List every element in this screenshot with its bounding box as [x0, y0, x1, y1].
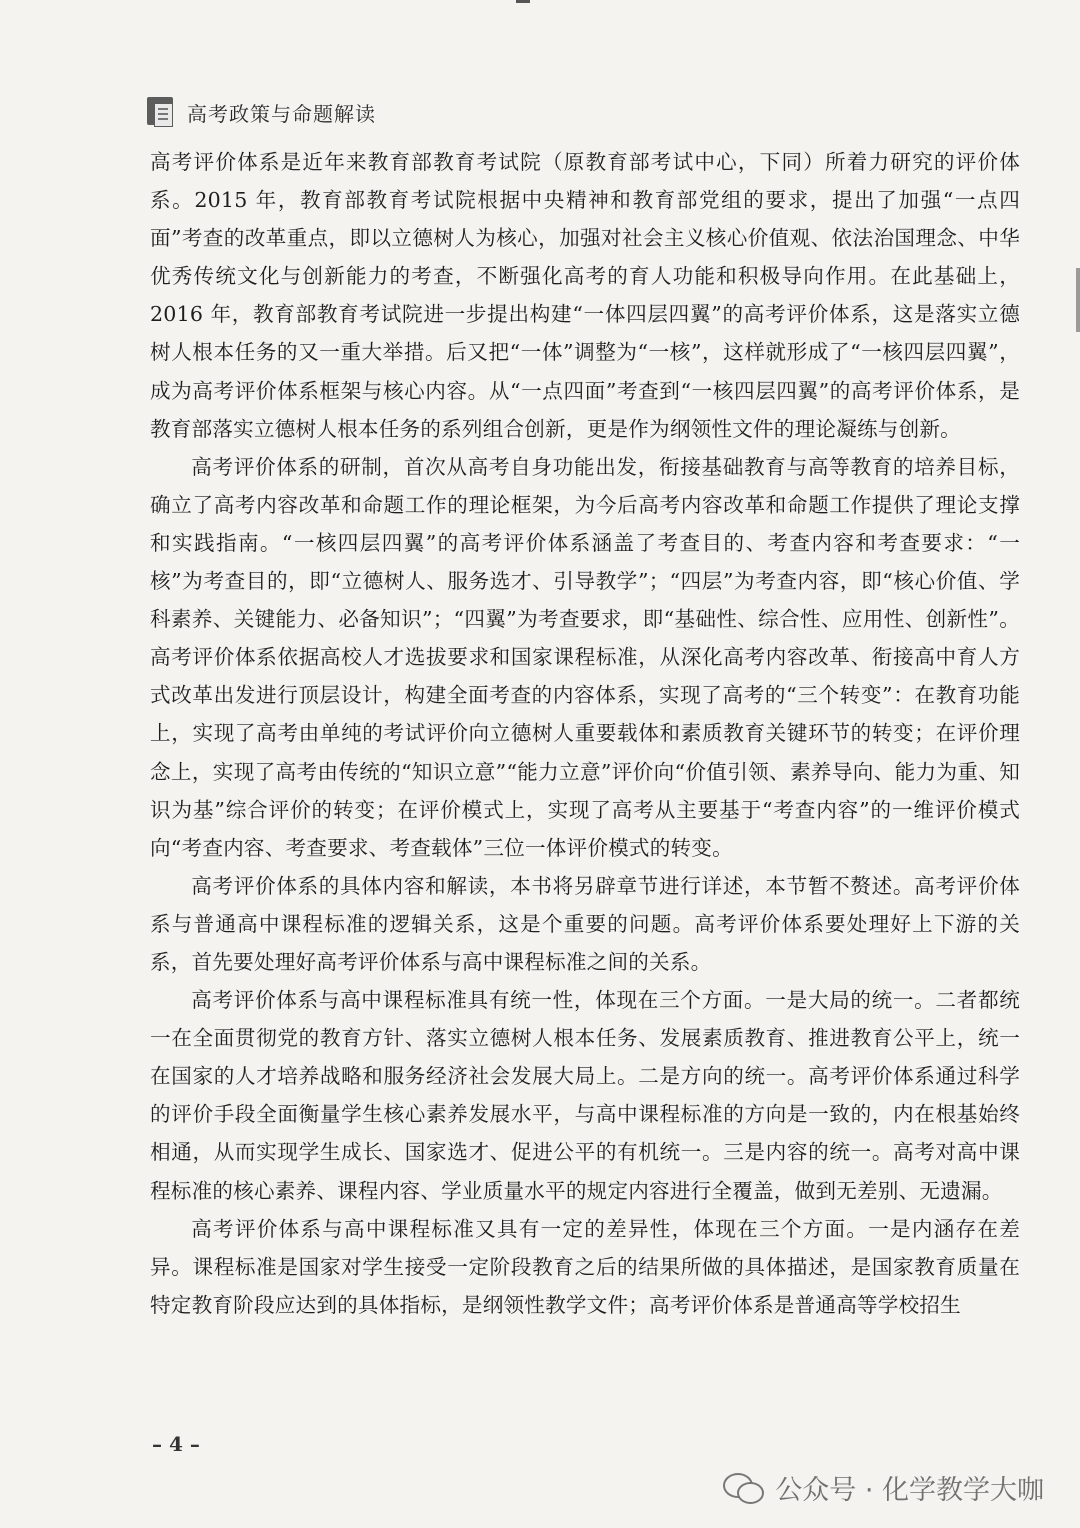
- wechat-icon: [723, 1473, 763, 1503]
- paragraph: 高考评价体系是近年来教育部教育考试院（原教育部考试中心，下同）所着力研究的评价体系。2015 年，教育部教育考试院根据中央精神和教育部党组的要求，提出了加强“一点四面”考查的改革重点，即以立德树人为核心，加强对社会主义核心价值观、依法治国理念、中华优秀传统文化与创新能力的考查，不断强化高考的育人功能和积极导向作用。在此基础上，2016 年，教育部教育考试院进一步提出构建“一体四层四翼”的高考评价体系，这是落实立德树人根本任务的又一重大举措。后又把“一体”调整为“一核”，这样就形成了“一核四层四翼”，成为高考评价体系框架与核心内容。从“一点四面”考查到“一核四层四翼”的高考评价体系，是教育部落实立德树人根本任务的系列组合创新，更是作为纲领性文件的理论凝练与创新。: [150, 150, 1020, 441]
- paragraph: 高考评价体系的具体内容和解读，本书将另辟章节进行详述，本节暂不赘述。高考评价体系与普通高中课程标准的逻辑关系，这是个重要的问题。高考评价体系要处理好上下游的关系，首先要处理好高考评价体系与高中课程标准之间的关系。: [150, 873, 1020, 974]
- paragraph: 高考评价体系与高中课程标准又具有一定的差异性，体现在三个方面。一是内涵存在差异。课程标准是国家对学生接受一定阶段教育之后的结果所做的具体描述，是国家教育质量在特定教育阶段应达到的具体指标，是纲领性教学文件；高考评价体系是普通高等学校招生: [150, 1216, 1020, 1317]
- running-header: [147, 92, 376, 132]
- paragraph: 高考评价体系的研制，首次从高考自身功能出发，衔接基础教育与高等教育的培养目标，确立了高考内容改革和命题工作的理论框架，为今后高考内容改革和命题工作提供了理论支撑和实践指南。“一核四层四翼”的高考评价体系涵盖了考查目的、考查内容和考查要求：“一核”为考查目的，即“立德树人、服务选才、引导教学”；“四层”为考查内容，即“核心价值、学科素养、关键能力、必备知识”；“四翼”为考查要求，即“基础性、综合性、应用性、创新性”。高考评价体系依据高校人才选拔要求和国家课程标准，从深化高考内容改革、衔接高中育人方式改革出发进行顶层设计，构建全面考查的内容体系，实现了高考的“三个转变”：在教育功能上，实现了高考由单纯的考试评价向立德树人重要载体和素质教育关键环节的转变；在评价理念上，实现了高考由传统的“知识立意”“能力立意”评价向“价值引领、素养导向、能力为重、知识为基”综合评价的转变；在评价模式上，实现了高考从主要基于“考查内容”的一维评价模式向“考查内容、考查要求、考查载体”三位一体评价模式的转变。: [150, 454, 1020, 860]
- body-text: [150, 143, 1020, 1324]
- page-number: – 4 –: [152, 1432, 200, 1456]
- watermark: [723, 1468, 1044, 1507]
- header-title: 高考政策与命题解读: [187, 101, 376, 126]
- scan-mark: [516, 0, 530, 3]
- watermark-text: 公众号 · 化学教学大咖: [775, 1475, 1044, 1506]
- paragraph: 高考评价体系与高中课程标准具有统一性，体现在三个方面。一是大局的统一。二者都统一在全面贯彻党的教育方针、落实立德树人根本任务、发展素质教育、推进教育公平上，统一在国家的人才培养战略和服务经济社会发展大局上。二是方向的统一。高考评价体系通过科学的评价手段全面衡量学生核心素养发展水平，与高中课程标准的方向是一致的，内在根基始终相通，从而实现学生成长、国家选才、促进公平的有机统一。三是内容的统一。高考对高中课程标准的核心素养、课程内容、学业质量水平的规定内容进行全覆盖，做到无差别、无遗漏。: [150, 988, 1020, 1203]
- page-edge: [1076, 268, 1080, 332]
- book-icon: [147, 97, 177, 127]
